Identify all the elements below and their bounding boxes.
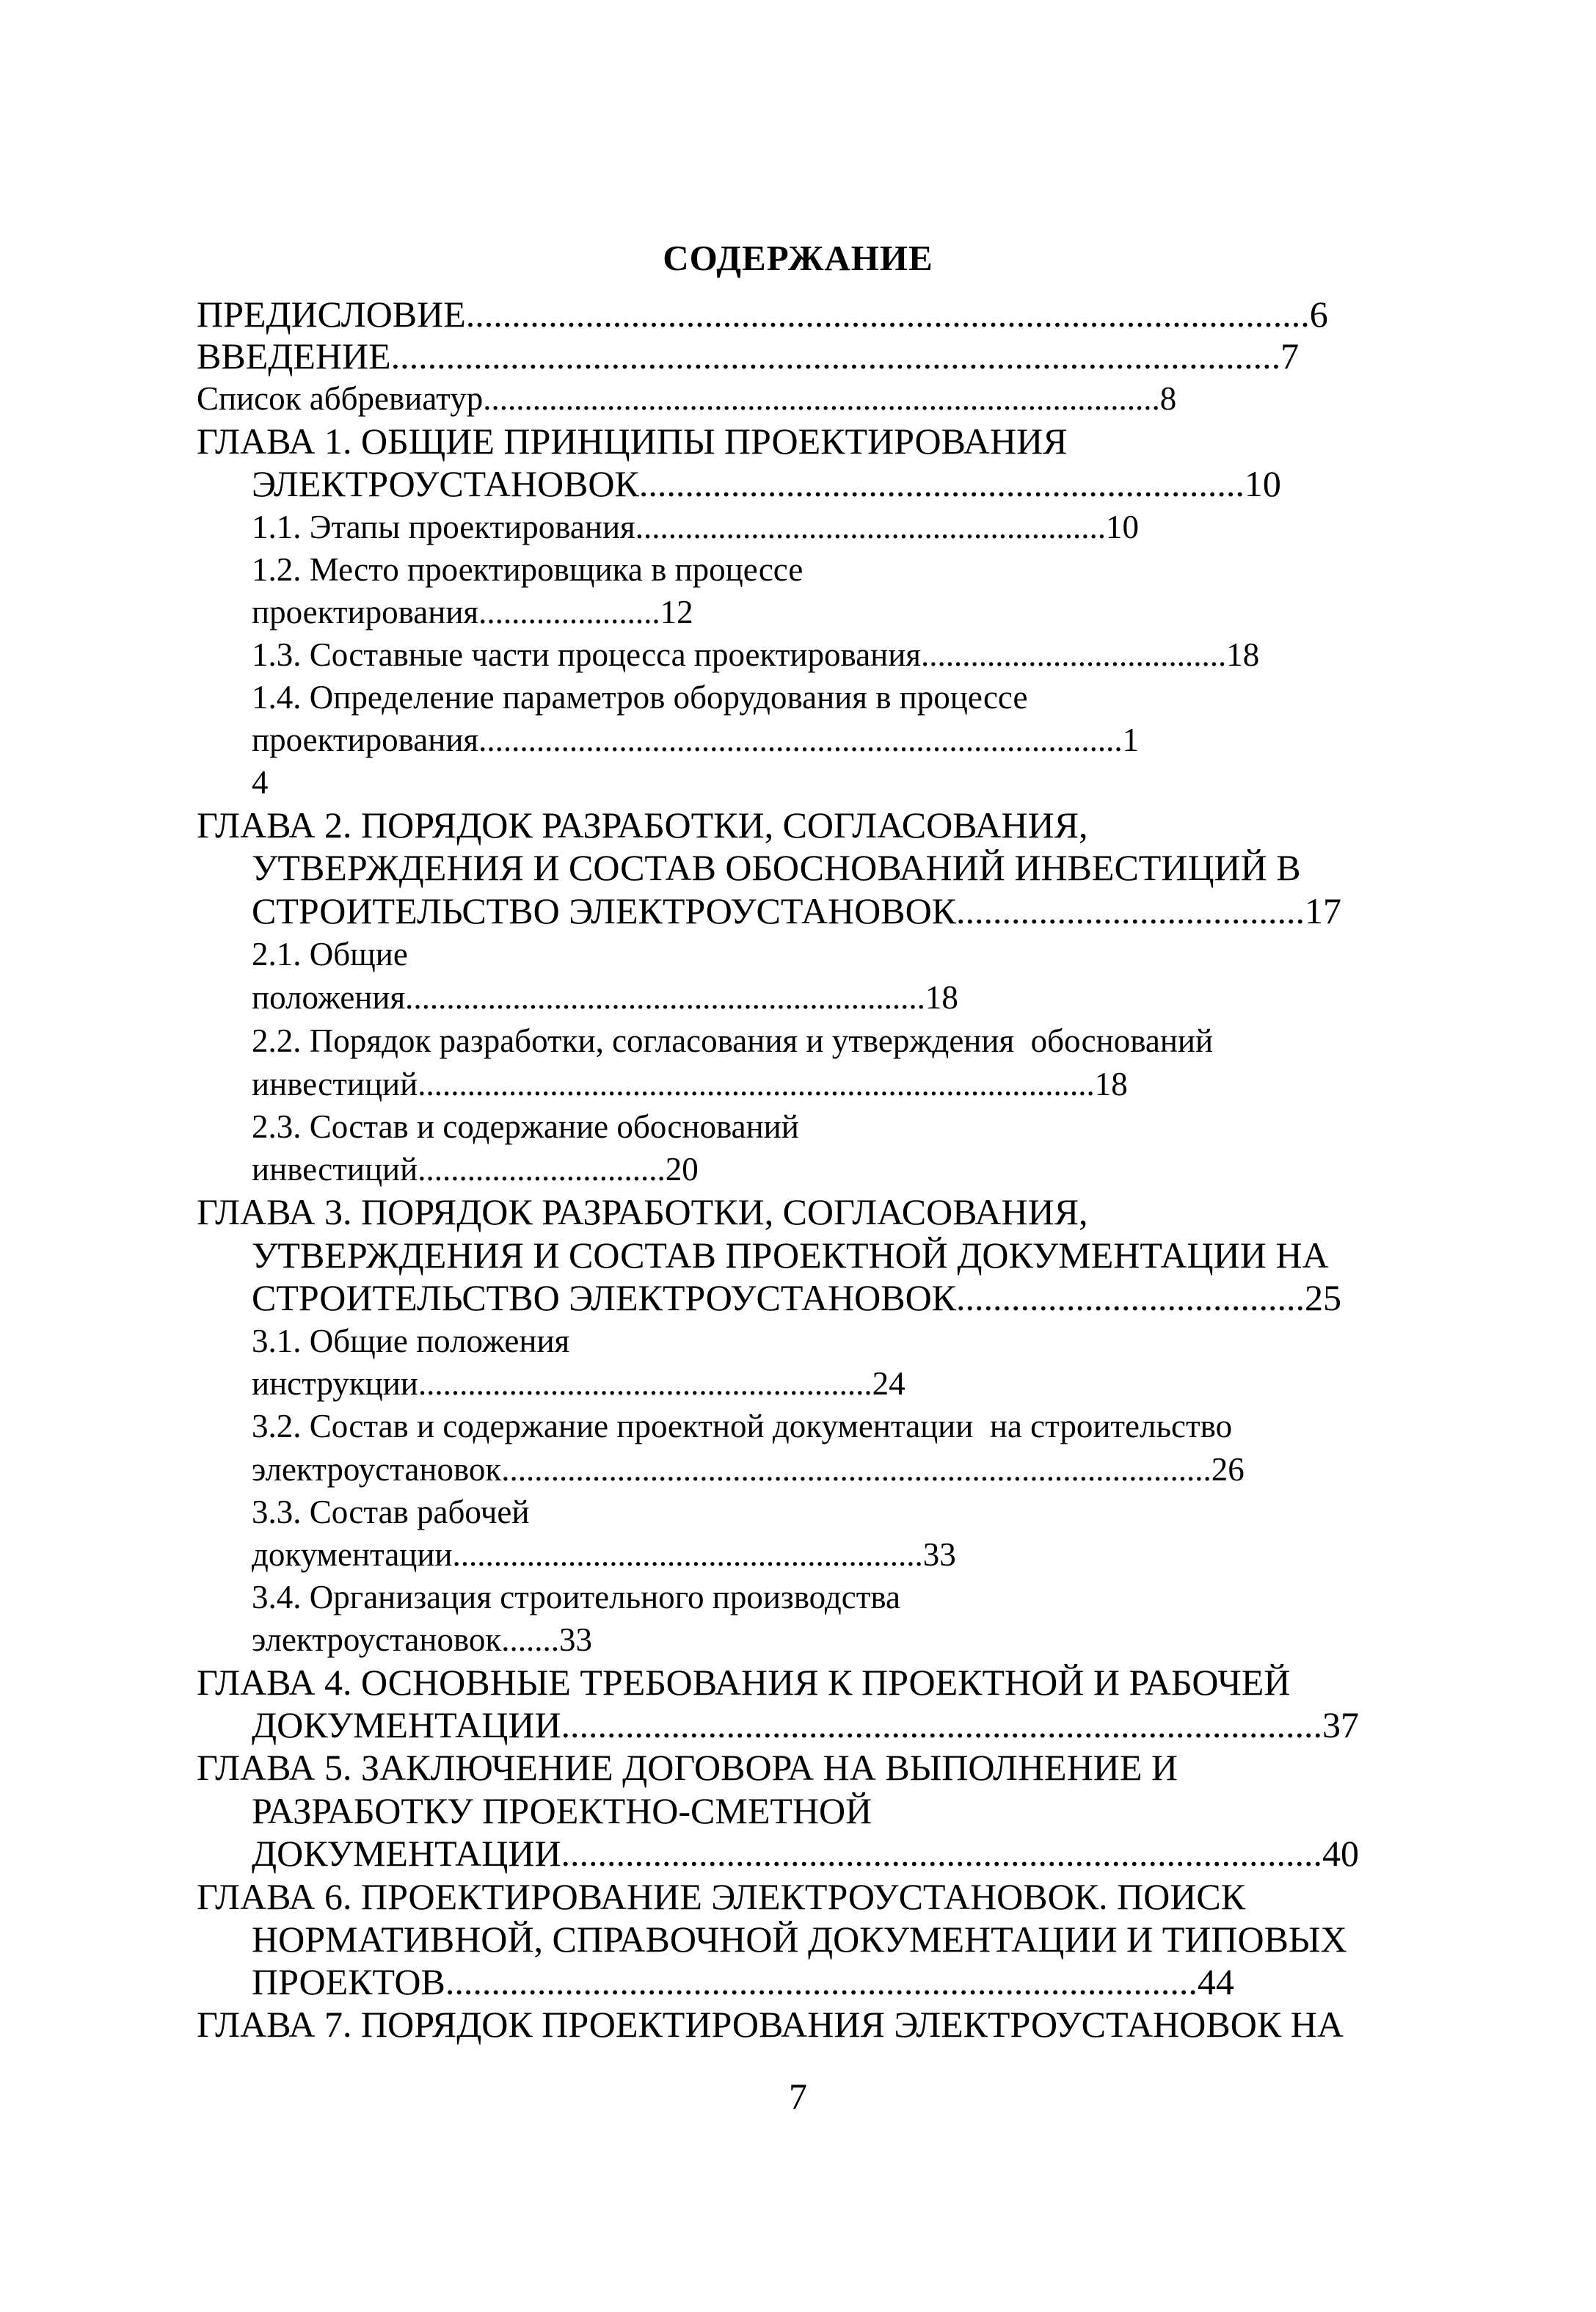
toc-line: 1.4. Определение параметров оборудования в процессе <box>252 679 1028 716</box>
toc-line: ВВЕДЕНИЕ.................................................................................................7 <box>197 335 1300 377</box>
toc-line: РАЗРАБОТКУ ПРОЕКТНО-СМЕТНОЙ <box>252 1790 872 1831</box>
toc-line: СТРОИТЕЛЬСТВО ЭЛЕКТРОУСТАНОВОК......................................17 <box>252 890 1342 931</box>
toc-line: 1.3. Составные части процесса проектирования.....................................18 <box>252 636 1260 673</box>
toc-line: 3.2. Состав и содержание проектной документации на строительство <box>252 1408 1233 1444</box>
toc-line: 1.2. Место проектировщика в процессе <box>252 551 804 588</box>
toc-line: инвестиций..............................20 <box>252 1151 699 1188</box>
toc-line: 3.3. Состав рабочей <box>252 1494 530 1530</box>
toc-line: СТРОИТЕЛЬСТВО ЭЛЕКТРОУСТАНОВОК......................................25 <box>252 1277 1342 1318</box>
toc-line: документации.........................................................33 <box>252 1536 956 1573</box>
toc-line: 2.3. Состав и содержание обоснований <box>252 1108 799 1145</box>
toc-line: ГЛАВА 1. ОБЩИЕ ПРИНЦИПЫ ПРОЕКТИРОВАНИЯ <box>197 421 1068 462</box>
toc-line: 2.1. Общие <box>252 936 408 973</box>
toc-line: Список аббревиатур..................................................................................8 <box>197 380 1177 417</box>
toc-line: электроустановок.......33 <box>252 1621 592 1658</box>
toc-line: 3.1. Общие положения <box>252 1323 570 1359</box>
toc-line: положения...............................................................18 <box>252 979 958 1016</box>
toc-line: УТВЕРЖДЕНИЯ И СОСТАВ ОБОСНОВАНИЙ ИНВЕСТИЦИЙ В <box>252 847 1301 888</box>
toc-line: ГЛАВА 7. ПОРЯДОК ПРОЕКТИРОВАНИЯ ЭЛЕКТРОУСТАНОВОК НА <box>197 2004 1344 2045</box>
toc-line: инструкции.......................................................24 <box>252 1365 906 1402</box>
toc-line: ДОКУМЕНТАЦИИ...................................................................................37 <box>252 1704 1360 1745</box>
page-number: 7 <box>789 2076 807 2117</box>
toc-line: 2.2. Порядок разработки, согласования и утверждения обоснований <box>252 1022 1214 1059</box>
toc-line: проектирования......................12 <box>252 594 693 630</box>
toc-line: 4 <box>252 764 269 801</box>
contents-title: СОДЕРЖАНИЕ <box>663 238 933 278</box>
toc-line: ГЛАВА 3. ПОРЯДОК РАЗРАБОТКИ, СОГЛАСОВАНИЯ, <box>197 1191 1088 1232</box>
toc-line: инвестиций..................................................................................18 <box>252 1066 1128 1102</box>
toc-line: ГЛАВА 4. ОСНОВНЫЕ ТРЕБОВАНИЯ К ПРОЕКТНОЙ И РАБОЧЕЙ <box>197 1662 1291 1703</box>
toc-line: ГЛАВА 5. ЗАКЛЮЧЕНИЕ ДОГОВОРА НА ВЫПОЛНЕНИЕ И <box>197 1747 1178 1788</box>
toc-line: ГЛАВА 2. ПОРЯДОК РАЗРАБОТКИ, СОГЛАСОВАНИЯ, <box>197 804 1088 846</box>
toc-line: ДОКУМЕНТАЦИИ...................................................................................40 <box>252 1833 1360 1874</box>
toc-line: 1.1. Этапы проектирования.........................................................10 <box>252 509 1139 545</box>
toc-line: ПРЕДИСЛОВИЕ............................................................................................6 <box>197 294 1328 335</box>
toc-line: 3.4. Организация строительного производства <box>252 1579 901 1615</box>
toc-line: НОРМАТИВНОЙ, СПРАВОЧНОЙ ДОКУМЕНТАЦИИ И ТИПОВЫХ <box>252 1919 1347 1960</box>
toc-line: УТВЕРЖДЕНИЯ И СОСТАВ ПРОЕКТНОЙ ДОКУМЕНТАЦИИ НА <box>252 1235 1329 1276</box>
toc-line: электроустановок......................................................................................26 <box>252 1451 1245 1488</box>
toc-line: ГЛАВА 6. ПРОЕКТИРОВАНИЕ ЭЛЕКТРОУСТАНОВОК. ПОИСК <box>197 1876 1246 1917</box>
toc-line: ПРОЕКТОВ..................................................................................44 <box>252 1961 1234 2002</box>
toc-line: проектирования..............................................................................1 <box>252 721 1140 758</box>
toc-line: ЭЛЕКТРОУСТАНОВОК..................................................................10 <box>252 463 1281 504</box>
